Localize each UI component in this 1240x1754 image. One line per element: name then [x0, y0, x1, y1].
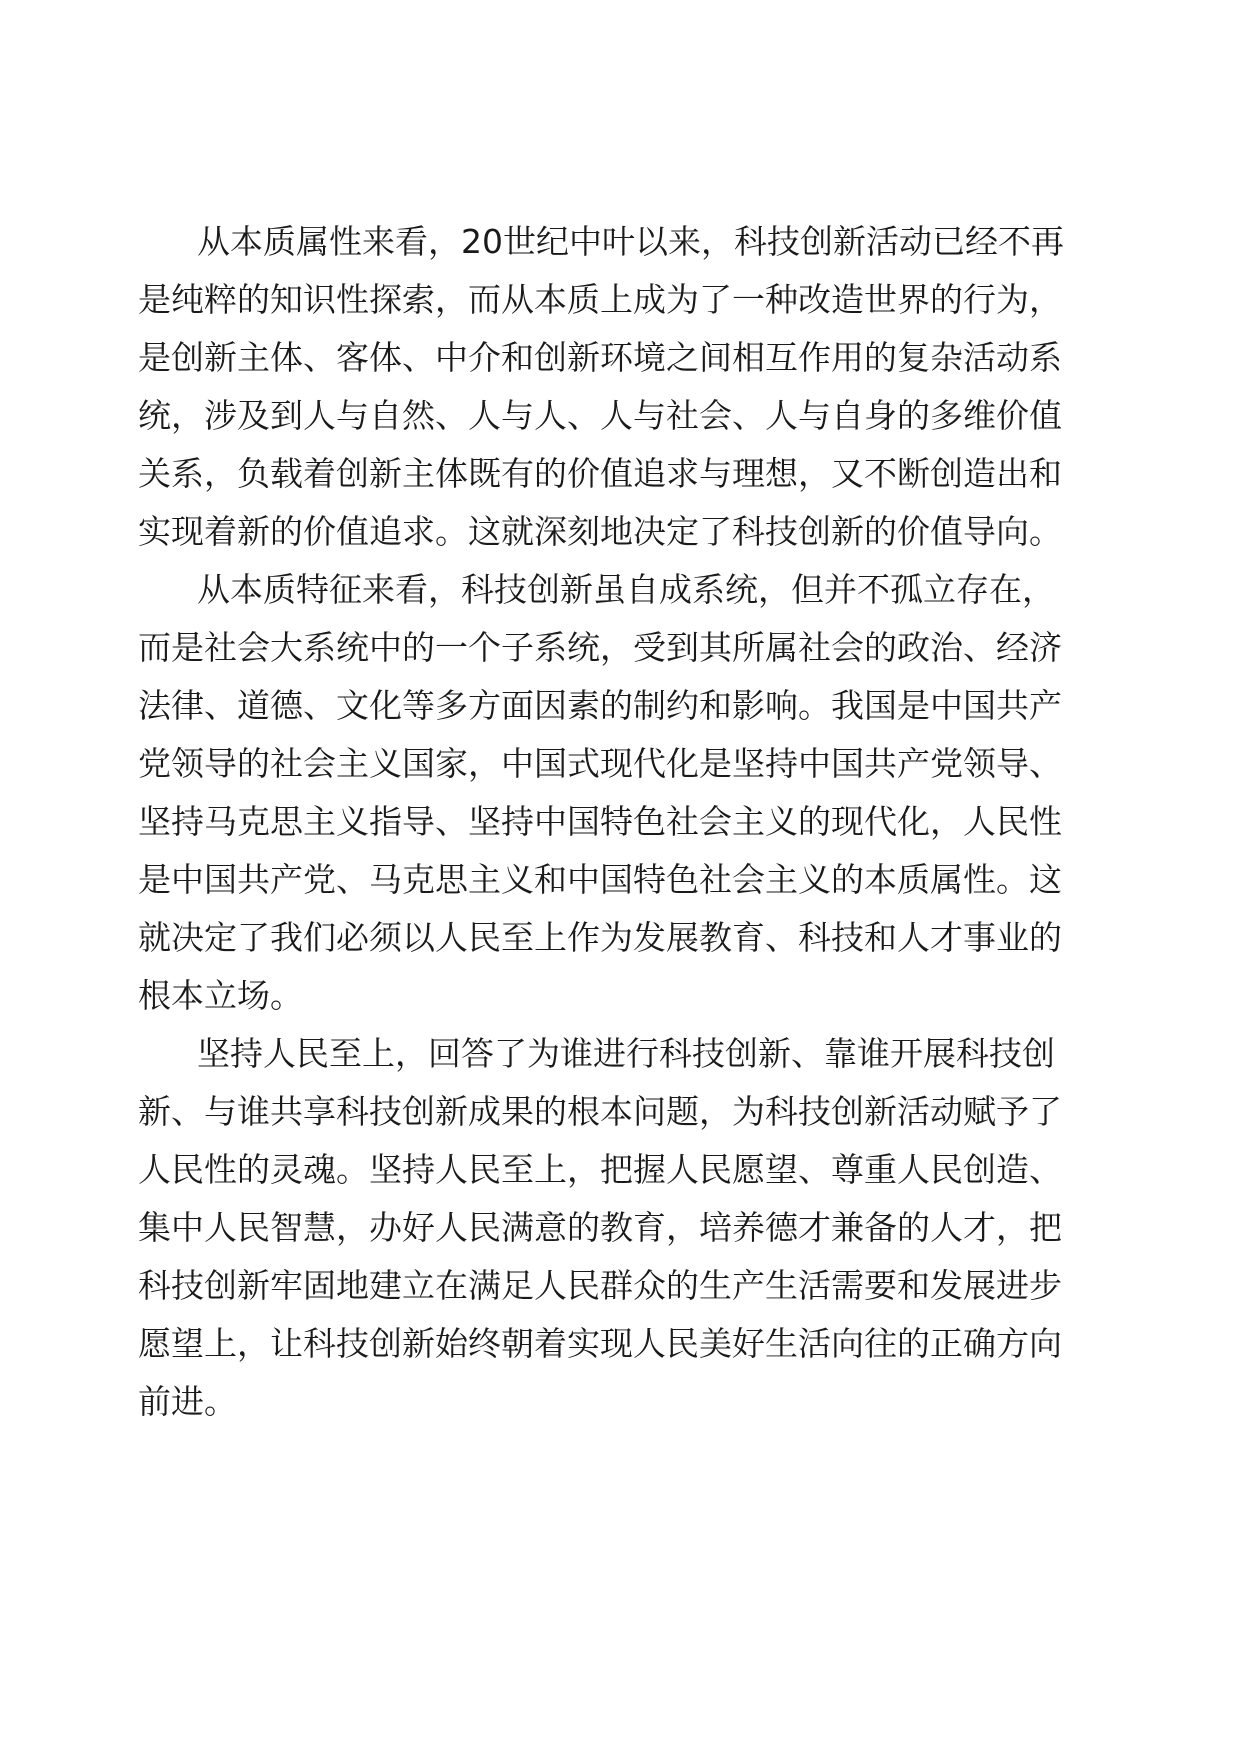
paragraph-2-line-7: 就决定了我们必须以人民至上作为发展教育、科技和人才事业的 [138, 918, 1062, 957]
paragraph-2-line-2: 而是社会大系统中的一个子系统，受到其所属社会的政治、经济 [138, 628, 1062, 667]
paragraph-1-line-2: 是纯粹的知识性探索，而从本质上成为了一种改造世界的行为， [138, 280, 1062, 319]
paragraph-1-line-4: 统，涉及到人与自然、人与人、人与社会、人与自身的多维价值 [138, 396, 1062, 435]
paragraph-3-line-4: 集中人民智慧，办好人民满意的教育，培养德才兼备的人才，把 [138, 1208, 1062, 1247]
paragraph-2-line-6: 是中国共产党、马克思主义和中国特色社会主义的本质属性。这 [138, 860, 1062, 899]
paragraph-3-line-2: 新、与谁共享科技创新成果的根本问题，为科技创新活动赋予了 [138, 1092, 1062, 1131]
paragraph-1-line-5: 关系，负载着创新主体既有的价值追求与理想，又不断创造出和 [138, 454, 1062, 493]
paragraph-2-line-4: 党领导的社会主义国家，中国式现代化是坚持中国共产党领导、 [138, 744, 1062, 783]
paragraph-1-line-6: 实现着新的价值追求。这就深刻地决定了科技创新的价值导向。 [138, 512, 1062, 551]
paragraph-1-line-1: 从本质属性来看，20世纪中叶以来，科技创新活动已经不再 [197, 222, 1064, 261]
paragraph-2-line-8: 根本立场。 [138, 976, 303, 1015]
paragraph-3-line-3: 人民性的灵魂。坚持人民至上，把握人民愿望、尊重人民创造、 [138, 1150, 1062, 1189]
paragraph-3-line-6: 愿望上，让科技创新始终朝着实现人民美好生活向往的正确方向 [138, 1324, 1062, 1363]
paragraph-1-line-3: 是创新主体、客体、中介和创新环境之间相互作用的复杂活动系 [138, 338, 1062, 377]
paragraph-3-line-5: 科技创新牢固地建立在满足人民群众的生产生活需要和发展进步 [138, 1266, 1062, 1305]
paragraph-2-line-3: 法律、道德、文化等多方面因素的制约和影响。我国是中国共产 [138, 686, 1062, 725]
paragraph-3-line-1: 坚持人民至上，回答了为谁进行科技创新、靠谁开展科技创 [197, 1034, 1055, 1073]
paragraph-3-line-7: 前进。 [138, 1382, 237, 1421]
paragraph-2-line-1: 从本质特征来看，科技创新虽自成系统，但并不孤立存在， [197, 570, 1055, 609]
paragraph-2-line-5: 坚持马克思主义指导、坚持中国特色社会主义的现代化，人民性 [138, 802, 1062, 841]
